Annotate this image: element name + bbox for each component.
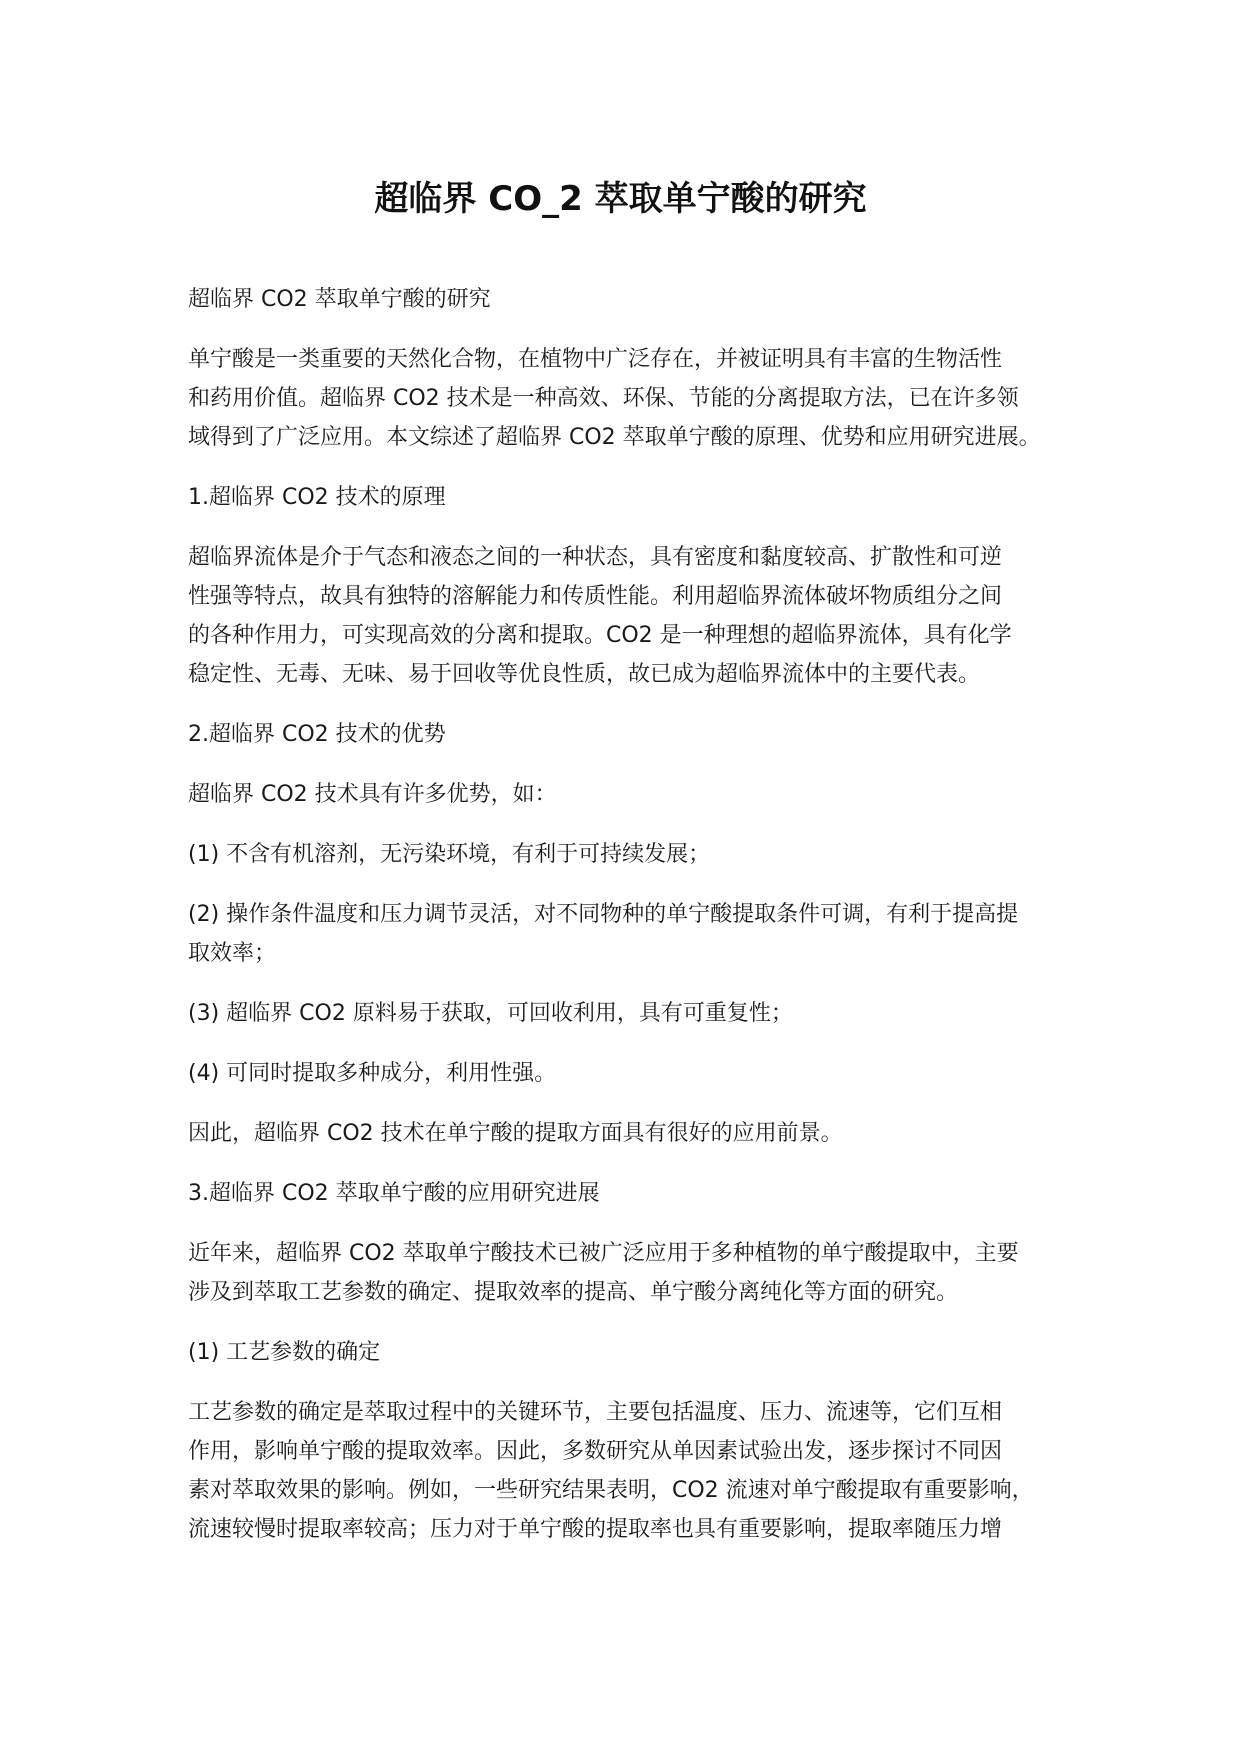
advantages-conclusion	[188, 1114, 1078, 1153]
text-line: 性强等特点，故具有独特的溶解能力和传质性能。利用超临界流体破坏物质组分之间	[188, 584, 1003, 609]
text-line: 素对萃取效果的影响。例如，一些研究结果表明，CO2 流速对单宁酸提取有重要影响，	[188, 1478, 1034, 1503]
text-line: 1.超临界 CO2 技术的原理	[188, 485, 446, 510]
advantage-item-3	[188, 994, 1078, 1033]
document-title: 超临界 CO_2 萃取单宁酸的研究	[374, 179, 867, 219]
section-heading-2	[188, 715, 1078, 754]
text-line: (1) 工艺参数的确定	[188, 1340, 381, 1365]
text-line: 因此，超临界 CO2 技术在单宁酸的提取方面具有很好的应用前景。	[188, 1121, 843, 1146]
text-line: 工艺参数的确定是萃取过程中的关键环节，主要包括温度、压力、流速等，它们互相	[188, 1400, 1003, 1425]
advantage-item-4	[188, 1054, 1078, 1093]
principle-paragraph	[188, 538, 1078, 694]
text-line: 域得到了广泛应用。本文综述了超临界 CO2 萃取单宁酸的原理、优势和应用研究进展。	[188, 425, 1041, 450]
progress-paragraph	[188, 1234, 1078, 1312]
text-line: 取效率；	[188, 941, 277, 966]
text-line: 超临界 CO2 萃取单宁酸的研究	[188, 287, 491, 312]
subtitle-paragraph	[188, 280, 1078, 319]
text-line: 超临界 CO2 技术具有许多优势，如：	[188, 782, 557, 807]
text-line: 稳定性、无毒、无味、易于回收等优良性质，故已成为超临界流体中的主要代表。	[188, 662, 981, 687]
text-line: (2) 操作条件温度和压力调节灵活，对不同物种的单宁酸提取条件可调，有利于提高提	[188, 902, 1019, 927]
text-line: 超临界流体是介于气态和液态之间的一种状态，具有密度和黏度较高、扩散性和可逆	[188, 545, 1003, 570]
text-line: (4) 可同时提取多种成分，利用性强。	[188, 1061, 557, 1086]
advantage-item-1	[188, 835, 1078, 874]
text-line: 流速较慢时提取率较高；压力对于单宁酸的提取率也具有重要影响，提取率随压力增	[188, 1517, 1003, 1542]
advantage-item-2	[188, 895, 1078, 973]
text-line: 近年来，超临界 CO2 萃取单宁酸技术已被广泛应用于多种植物的单宁酸提取中，主要	[188, 1241, 1019, 1266]
intro-paragraph	[188, 340, 1078, 457]
text-line: 3.超临界 CO2 萃取单宁酸的应用研究进展	[188, 1181, 600, 1206]
text-line: 单宁酸是一类重要的天然化合物，在植物中广泛存在，并被证明具有丰富的生物活性	[188, 347, 1003, 372]
section-heading-1	[188, 478, 1078, 517]
document-body	[188, 280, 1078, 1549]
subsection-heading-1	[188, 1333, 1078, 1372]
text-line: (1) 不含有机溶剂，无污染环境，有利于可持续发展；	[188, 842, 711, 867]
text-line: 2.超临界 CO2 技术的优势	[188, 722, 446, 747]
advantages-intro	[188, 775, 1078, 814]
section-heading-3	[188, 1174, 1078, 1213]
text-line: 和药用价值。超临界 CO2 技术是一种高效、环保、节能的分离提取方法，已在许多领	[188, 386, 1019, 411]
text-line: 作用，影响单宁酸的提取效率。因此，多数研究从单因素试验出发，逐步探讨不同因	[188, 1439, 1003, 1464]
text-line: (3) 超临界 CO2 原料易于获取，可回收利用，具有可重复性；	[188, 1001, 793, 1026]
parameters-paragraph	[188, 1393, 1078, 1549]
text-line: 涉及到萃取工艺参数的确定、提取效率的提高、单宁酸分离纯化等方面的研究。	[188, 1280, 959, 1305]
text-line: 的各种作用力，可实现高效的分离和提取。CO2 是一种理想的超临界流体，具有化学	[188, 623, 1012, 648]
